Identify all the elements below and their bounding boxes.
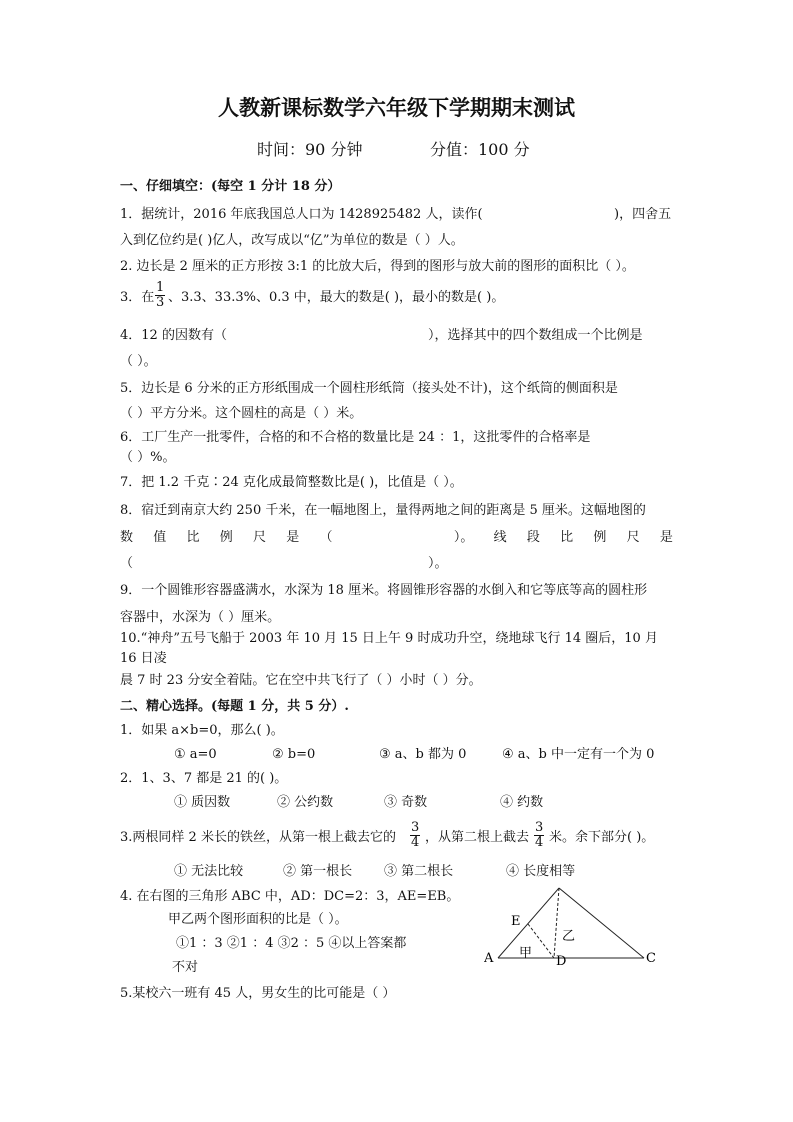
q8-line2 — [120, 530, 673, 546]
mc3-option: ① 无法比较 — [174, 864, 244, 879]
mc3-option: ④ 长度相等 — [506, 864, 576, 879]
mc3-fraction-2 — [534, 821, 544, 850]
q8-word: 尺 — [626, 530, 640, 545]
q8-word: （ — [319, 530, 333, 545]
label-c: C — [646, 951, 656, 966]
q8-word: 例 — [219, 530, 233, 545]
label-a: A — [484, 951, 494, 966]
mc4-line2: 甲乙两个图形面积的比是（ ）。 — [168, 912, 348, 927]
mc3-fraction-1-denominator: 4 — [411, 835, 420, 850]
q1-line2: 入到亿位约是( )亿人，改写成以“亿”为单位的数是（ ）人。 — [120, 233, 464, 248]
q8-line3-part1: （ — [120, 556, 134, 571]
q8-word: 值 — [153, 530, 167, 545]
q4-line1-part1: 4．12 的因数有（ — [120, 328, 227, 343]
q8-line1: 8．宿迁到南京大约 250 千米，在一幅地图上，量得两地之间的距离是 5 厘米。这幅地图的 — [120, 503, 646, 518]
q3-fraction-numerator: 1 — [156, 280, 165, 295]
q3-fraction — [155, 281, 165, 310]
q8-word: ）。 — [453, 530, 474, 545]
mc1-option: ③ a、b 都为 0 — [379, 747, 467, 762]
q8-word: 尺 — [253, 530, 267, 545]
label-d: D — [556, 954, 567, 969]
q10-line1: 10.“神舟”五号飞船于 2003 年 10 月 15 日上午 9 时成功升空，绕地球飞行 14 圈后，10 月 — [120, 631, 658, 646]
q2-text: 2. 边长是 2 厘米的正方形按 3:1 的比放大后，得到的图形与放大前的图形的面积比（ ）。 — [120, 259, 635, 274]
mc3-fraction-2-numerator: 3 — [535, 820, 544, 835]
mc3-option: ③ 第二根长 — [384, 864, 454, 879]
mc1-option: ① a=0 — [174, 747, 217, 762]
section2-heading: 二、精心选择。(每题 1 分，共 5 分）. — [120, 699, 349, 714]
label-yi: 乙 — [562, 929, 576, 944]
side-bc — [559, 888, 644, 958]
mc2-option: ③ 奇数 — [384, 795, 428, 810]
section1-heading: 一、仔细填空：(每空 1 分计 18 分） — [120, 179, 341, 194]
q10-line2: 16 日凌 — [120, 651, 167, 666]
label-jia: 甲 — [519, 946, 533, 961]
mc2-stem: 2．1、3、7 都是 21 的( )。 — [120, 771, 288, 786]
q8-word: 段 — [526, 530, 540, 545]
q8-line3-part2: ）。 — [428, 556, 448, 571]
exam-score: 分值：100 分 — [430, 140, 530, 159]
mc5-text: 5.某校六一班有 45 人，男女生的比可能是（ ） — [120, 986, 396, 1001]
exam-time: 时间：90 分钟 — [257, 140, 363, 159]
q5-line1: 5．边长是 6 分米的正方形纸围成一个圆柱形纸筒（接头处不计)，这个纸筒的侧面积是 — [120, 381, 618, 396]
mc3-middle: ，从第二根上截去 — [425, 830, 530, 845]
mc4-line3: ①1 ：3 ②1 ：4 ③2 ：5 ④以上答案都 — [176, 936, 407, 951]
q8-word: 比 — [186, 530, 200, 545]
mc1-option: ② b=0 — [272, 747, 316, 762]
q4-line2: （ ）。 — [120, 354, 157, 369]
mc4-line1: 4. 在右图的三角形 ABC 中，AD：DC=2：3，AE=EB。 — [120, 889, 460, 904]
mc3-suffix: 米。余下部分( )。 — [549, 830, 655, 845]
q8-word: 是 — [659, 530, 673, 545]
q6-line2: （ ）%。 — [120, 450, 176, 465]
q3-fraction-denominator: 3 — [156, 295, 165, 310]
page-title: 人教新课标数学六年级下学期期末测试 — [218, 95, 575, 120]
q8-word: 比 — [560, 530, 574, 545]
q9-line1: 9．一个圆锥形容器盛满水，水深为 18 厘米。将圆锥形容器的水倒入和它等底等高的圆柱形 — [120, 583, 648, 598]
triangle-abc-figure — [484, 882, 664, 972]
mc1-option: ④ a、b 中一定有一个为 0 — [502, 747, 655, 762]
mc1-stem: 1．如果 a×b=0，那么( )。 — [120, 723, 284, 738]
label-e: E — [511, 914, 521, 929]
q6-line1: 6．工厂生产一批零件，合格的和不合格的数量比是 24 ：1，这批零件的合格率是 — [120, 430, 591, 445]
q8-word: 是 — [286, 530, 300, 545]
mc3-prefix: 3.两根同样 2 米长的铁丝，从第一根上截去它的 — [120, 830, 396, 845]
mc3-option: ② 第一根长 — [283, 864, 353, 879]
q10-line3: 晨 7 时 23 分安全着陆。它在空中共飞行了（ ）小时（ ）分。 — [120, 673, 482, 688]
q3-prefix: 3．在 — [120, 290, 155, 305]
segment-bd — [554, 888, 559, 958]
mc3-fraction-1-numerator: 3 — [411, 820, 420, 835]
mc2-option: ② 公约数 — [277, 795, 334, 810]
q8-word: 数 — [120, 530, 134, 545]
q1-line1-part2: )，四舍五 — [614, 207, 672, 222]
mc2-option: ④ 约数 — [500, 795, 544, 810]
q1-line1-part1: 1．据统计，2016 年底我国总人口为 1428925482 人，读作( — [120, 207, 483, 222]
q3-suffix: 、3.3、33.3%、0.3 中，最大的数是( )，最小的数是( )。 — [168, 290, 505, 305]
mc3-fraction-1 — [410, 821, 420, 850]
q7-text: 7．把 1.2 千克∶24 克化成最简整数比是( )，比值是（ ）。 — [120, 475, 463, 490]
q8-word: 线 — [493, 530, 507, 545]
q9-line2: 容器中，水深为（ ）厘米。 — [120, 610, 281, 625]
q5-line2: （ ）平方分米。这个圆柱的高是（ ）米。 — [120, 406, 363, 421]
mc4-line4: 不对 — [172, 960, 199, 975]
mc3-fraction-2-denominator: 4 — [535, 835, 544, 850]
q4-line1-part2: ），选择其中的四个数组成一个比例是 — [428, 328, 643, 343]
q8-word: 例 — [593, 530, 607, 545]
mc2-option: ① 质因数 — [174, 795, 231, 810]
